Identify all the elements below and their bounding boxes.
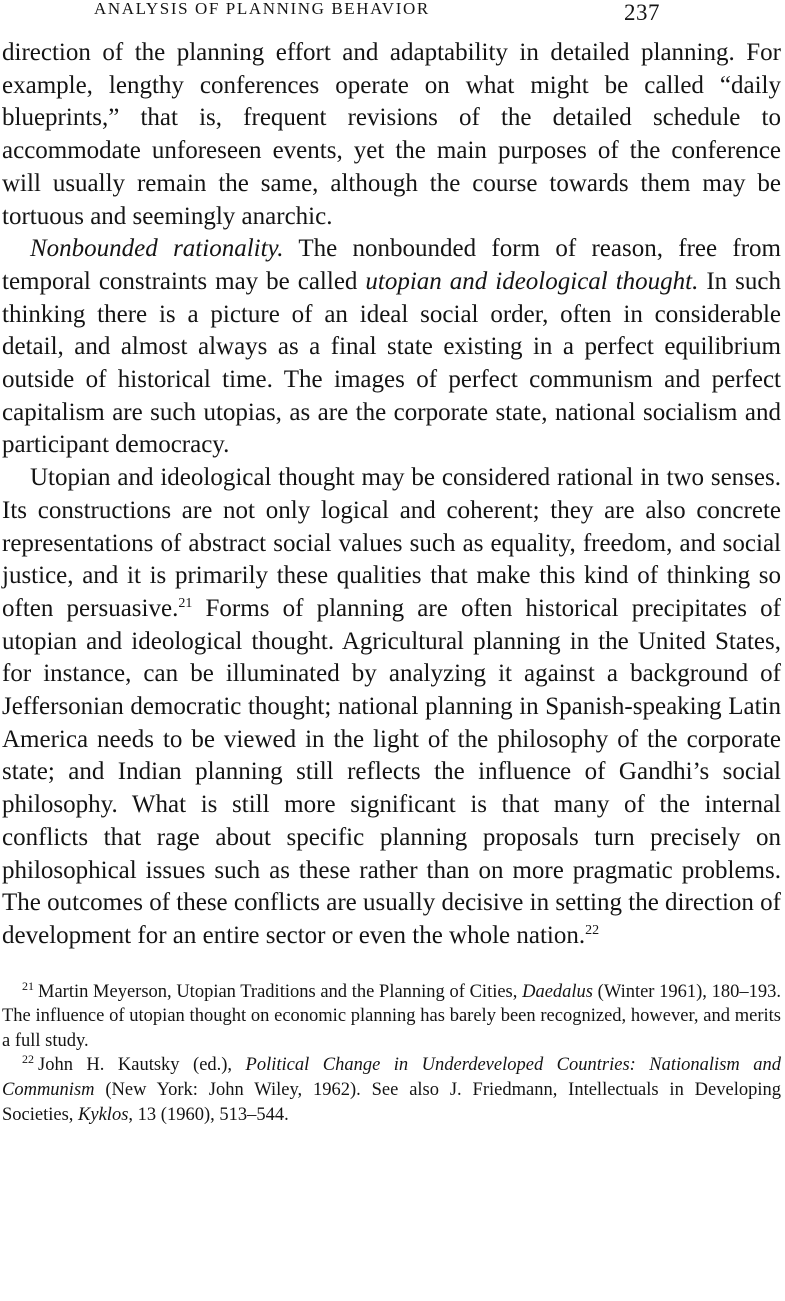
body-text bbox=[2, 37, 781, 953]
paragraph-3-text-b: Forms of planning are often historical precipitates of utopian and ideological thought. Agricultural planning in the United States, for instance, can be illuminated by analyzing it against a background of Jeffersonian democratic thought; national planning in Spanish-speaking Latin America needs to be viewed in the light of the philosophy of the corporate state; and Indian planning still reflects the influence of Gandhi’s social philosophy. What is still more significant is that many of the internal conflicts that rage about specific planning proposals turn precisely on philosophical issues such as these rather than on more pragmatic problems. The outcomes of these conflicts are usually decisive in setting the direction of development for an entire sector or even the whole nation. bbox=[2, 594, 781, 949]
page-number: 237 bbox=[624, 0, 660, 25]
footnote-21-text-b: (Winter 1961), 180–193. The influence of utopian thought on economic planning has barely been recognized, however, and merits a full study. bbox=[2, 981, 781, 1051]
footnotes bbox=[2, 980, 781, 1128]
paragraph-2-text-a: The nonbounded form of reason, free from temporal constraints may be called bbox=[2, 235, 781, 295]
footnote-number-22: 22 bbox=[22, 1052, 34, 1067]
footnote-21 bbox=[2, 980, 781, 1054]
footnote-21-text-a: Martin Meyerson, Utopian Traditions and the Planning of Cities, bbox=[38, 981, 523, 1002]
paragraph-utopian-thought bbox=[2, 462, 781, 953]
running-title: ANALYSIS OF PLANNING BEHAVIOR bbox=[94, 0, 430, 18]
footnote-22-text-b: (New York: John Wiley, 1962). See also J. Friedmann, Intellectuals in Developing Societies, bbox=[2, 1080, 781, 1125]
footnote-22 bbox=[2, 1053, 781, 1127]
section-run-in-heading: Nonbounded rationality. bbox=[30, 235, 284, 263]
footnote-22-text-c: , 13 (1960), 513–544. bbox=[128, 1104, 289, 1125]
italic-term: utopian and ideological thought. bbox=[365, 267, 699, 295]
footnote-number-21: 21 bbox=[22, 978, 34, 993]
footnote-ref-22[interactable]: 22 bbox=[585, 922, 600, 938]
footnote-21-journal: Daedalus bbox=[522, 981, 593, 1002]
footnote-22-text-a: John H. Kautsky (ed.), bbox=[38, 1055, 246, 1076]
running-header bbox=[2, 0, 781, 30]
footnote-22-journal: Kyklos bbox=[78, 1104, 129, 1125]
paragraph-3-text-a: Utopian and ideological thought may be considered rational in two senses. Its constructions are not only logical and coherent; they are also concrete representations of abstract social values such as equality, freedom, and social justice, and it is primarily these qualities that make this kind of thinking so often persuasive. bbox=[2, 464, 781, 622]
footnote-ref-21[interactable]: 21 bbox=[178, 595, 193, 611]
footnote-22-book-title: Political Change in Underdeveloped Countries: Nationalism and Communism bbox=[2, 1055, 781, 1101]
paragraph-1-text: direction of the planning effort and adaptability in detailed planning. For example, lengthy conferences operate on what might be called “daily blueprints,” that is, frequent revisions of the detailed schedule to accommodate unforeseen events, yet the main purposes of the conference will usually remain the same, although the course towards them may be tortuous and seemingly anarchic. bbox=[2, 39, 781, 230]
paragraph-continuation bbox=[2, 37, 781, 233]
paragraph-2-text-b: In such thinking there is a picture of an ideal social order, often in considerable detail, and almost always as a final state existing in a perfect equilibrium outside of historical time. The images of perfect communism and perfect capitalism are such utopias, as are the corporate state, national socialism and participant democracy. bbox=[2, 267, 781, 459]
paragraph-nonbounded-rationality bbox=[2, 233, 781, 462]
